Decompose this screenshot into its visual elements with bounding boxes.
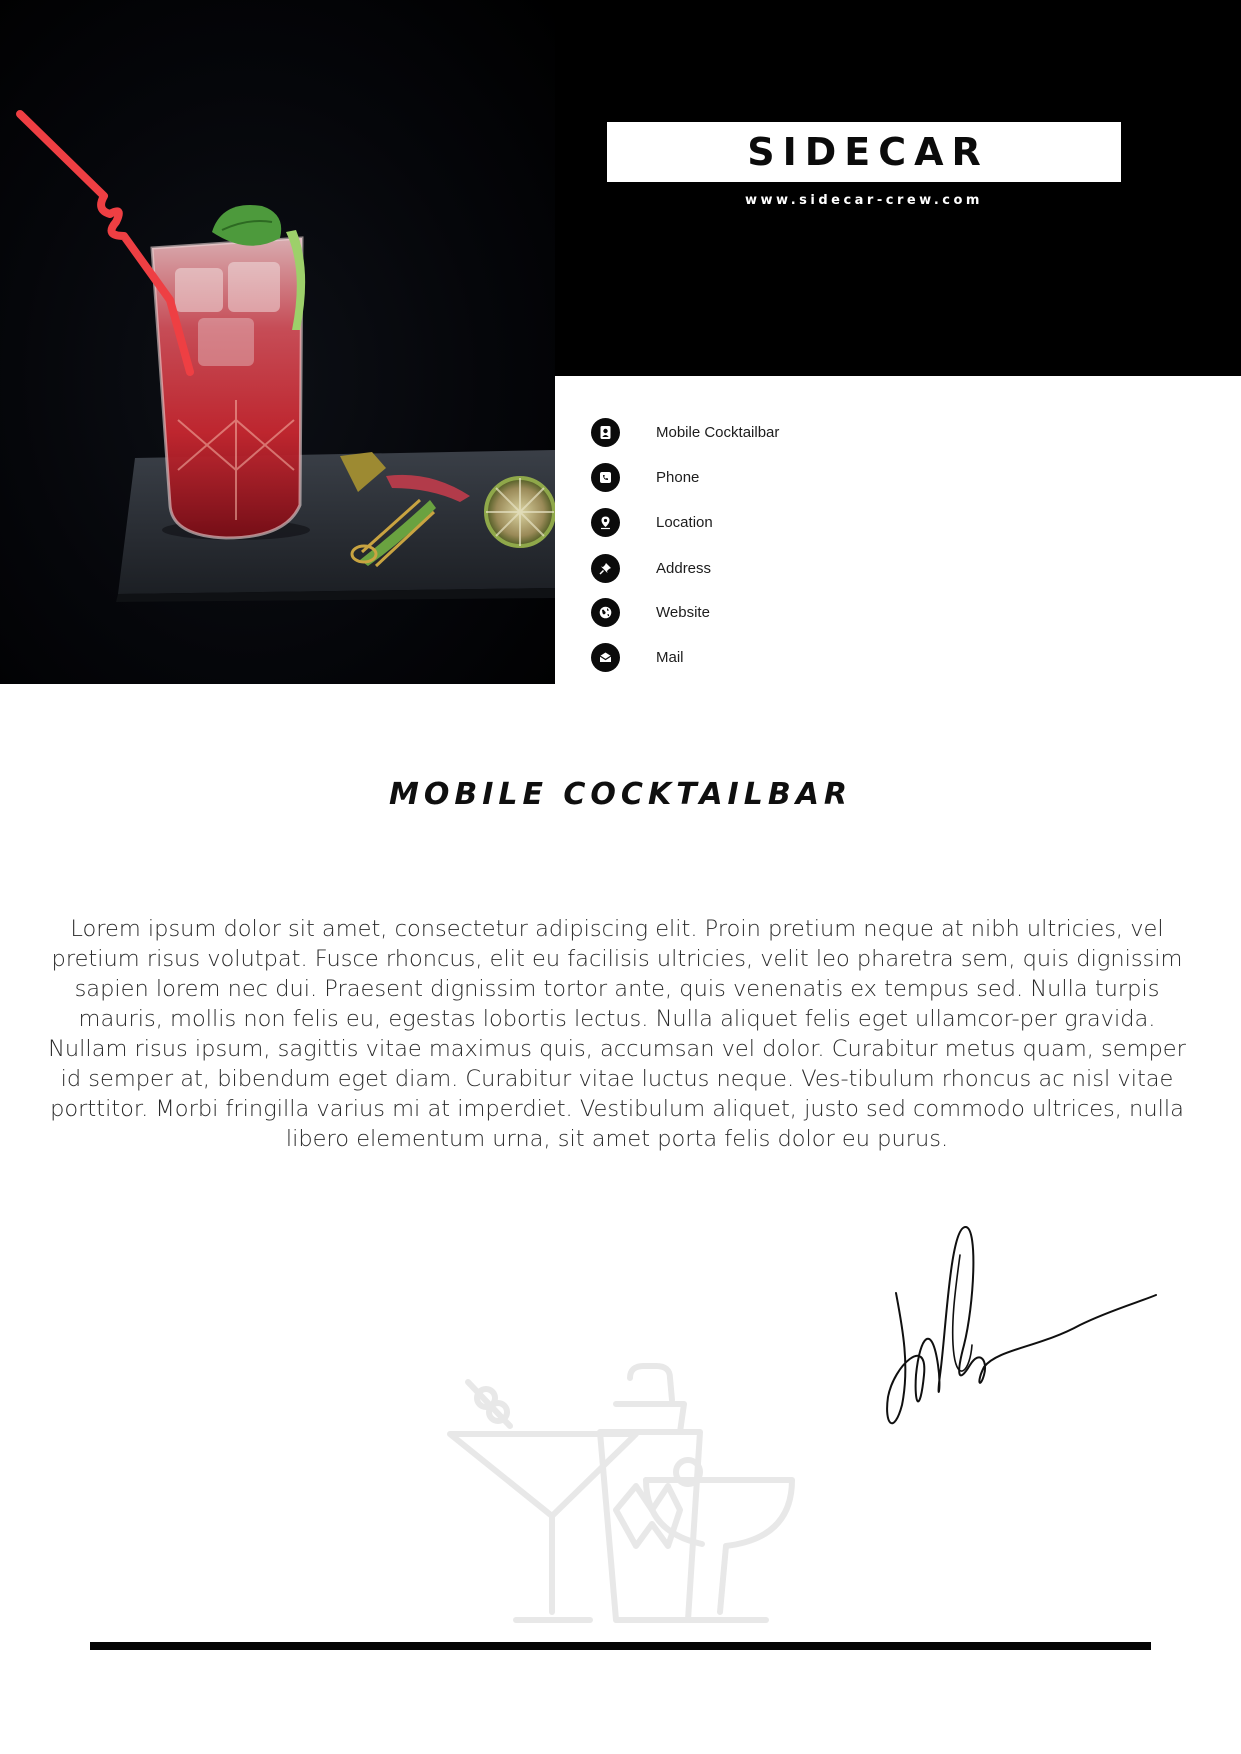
contact-label: Mail [656, 648, 684, 666]
contact-panel [555, 376, 1241, 684]
brand-url[interactable]: www.sidecar-crew.com [745, 193, 983, 208]
mail-icon [591, 643, 620, 672]
contact-row-mobile-cocktailbar [591, 416, 779, 448]
contact-row-address[interactable] [591, 552, 711, 584]
phone-icon [591, 463, 620, 492]
signature [880, 1215, 1170, 1455]
globe-icon [591, 598, 620, 627]
contact-row-mail[interactable] [591, 641, 684, 673]
contact-label: Location [656, 513, 713, 531]
contact-label: Mobile Cocktailbar [656, 423, 780, 441]
brand-name: SIDECAR [747, 130, 989, 174]
pushpin-icon [591, 554, 620, 583]
cocktail-photo [0, 0, 555, 684]
contact-row-location[interactable] [591, 506, 713, 538]
contact-row-phone[interactable] [591, 461, 699, 493]
footer-divider [90, 1642, 1151, 1650]
contact-label: Website [656, 603, 710, 621]
contact-row-website[interactable] [591, 596, 710, 628]
contact-label: Phone [656, 468, 700, 486]
cocktail-watermark-illustration [440, 1360, 800, 1630]
section-title: MOBILE COCKTAILBAR [388, 777, 853, 812]
contact-label: Address [656, 559, 712, 577]
body-paragraph: Lorem ipsum dolor sit amet, consectetur adipiscing elit. Proin pretium neque at nibh ultricies, vel pretium risus volutpat. Fusce rhoncus, elit eu facilisis ultricies, velit leo pharetra sem, quis dignissim sapien lorem nec dui. Praesent dignissim tortor ante, quis venenatis ex tempus sed. Nulla turpis mauris, mollis non felis eu, egestas lobortis lectus. Nulla aliquet felis eget ullamcor-per gravida. Nullam risus ipsum, sagittis vitae maximus quis, accumsan vel dolor. Curabitur metus quam, semper id semper at, bibendum eget diam. Curabitur vitae luctus neque. Ves-tibulum rhoncus ac nisl vitae porttitor. Morbi fringilla varius mi at imperdiet. Vestibulum aliquet, justo sed commodo ultrices, nulla libero elementum urna, sit amet porta felis dolor eu purus. [48, 916, 1186, 1152]
brand-box [607, 122, 1121, 182]
location-pin-icon [591, 508, 620, 537]
contact-card-icon [591, 418, 620, 447]
